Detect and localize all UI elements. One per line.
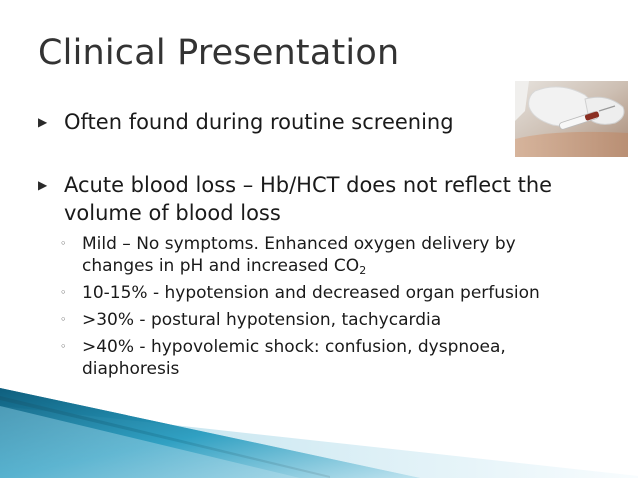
bullet-acute-blood-loss [38, 171, 598, 227]
bullet-text: Acute blood loss – Hb/HCT does not reflect the volume of blood loss [64, 173, 553, 225]
sub-bullet-mild [60, 233, 580, 277]
bullet-routine-screening [38, 108, 508, 136]
subscript: 2 [359, 264, 367, 277]
circle-bullet-icon: ◦ [60, 286, 67, 299]
arrow-bullet-icon: ▶ [38, 178, 48, 192]
sub-bullet-text: Mild – No symptoms. Enhanced oxygen delivery by changes in pH and increased $CO_2$ [82, 234, 516, 277]
arrow-bullet-icon: ▶ [38, 115, 48, 129]
circle-bullet-icon: ◦ [60, 313, 67, 326]
sub-bullet-text: >40% - hypovolemic shock: confusion, dyspnoea, diaphoresis [82, 337, 506, 379]
slide-title: Clinical Presentation [38, 33, 400, 73]
blood-draw-photo [515, 81, 628, 157]
slide-corner-decoration [0, 388, 638, 478]
sub-bullet-list [60, 233, 580, 385]
circle-bullet-icon: ◦ [60, 237, 67, 250]
sub-bullet-10-15 [60, 282, 580, 304]
sub-bullet-text: >30% - postural hypotension, tachycardia [82, 310, 442, 330]
bullet-text: Often found during routine screening [64, 110, 454, 134]
blood-draw-illustration [515, 81, 628, 157]
circle-bullet-icon: ◦ [60, 340, 67, 353]
sub-bullet-30 [60, 309, 580, 331]
sub-bullet-40 [60, 336, 580, 380]
sub-bullet-text: 10-15% - hypotension and decreased organ perfusion [82, 283, 540, 303]
